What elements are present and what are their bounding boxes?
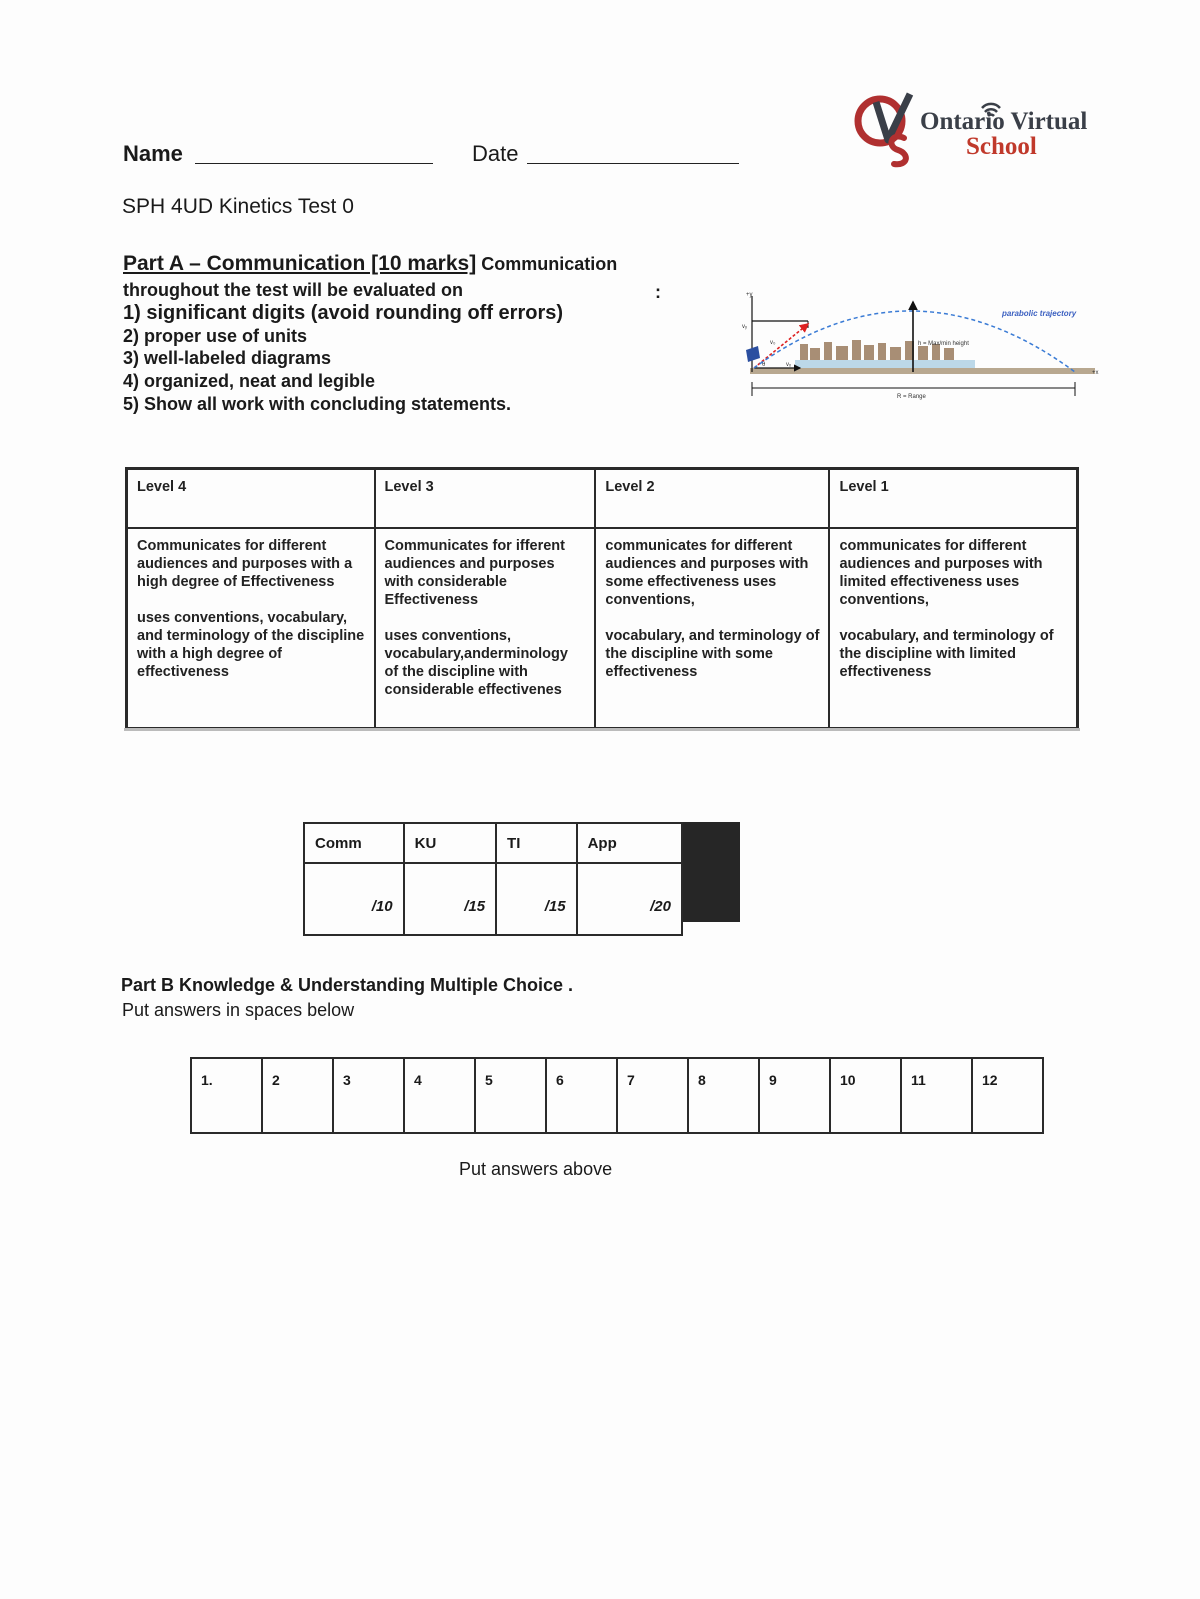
rubric-text: vocabulary, and terminology of the discipline with some effectiveness — [605, 628, 820, 680]
rubric-text: communicates for different audiences and purposes with some effectiveness uses conventions, — [605, 538, 809, 608]
marks-summary — [303, 822, 740, 924]
answer-box-6[interactable]: 6 — [546, 1058, 617, 1133]
criteria-item: 5) Show all work with concluding statements. — [123, 393, 512, 414]
part-a-title: Part A – Communication [10 marks] — [123, 252, 477, 275]
criteria-item: 2) proper use of units — [123, 325, 308, 346]
theta-label: θ — [762, 362, 766, 368]
launcher — [746, 346, 760, 362]
rubric-text: vocabulary, and terminology of the discipline with limited effectiveness — [839, 628, 1054, 680]
answer-box-3[interactable]: 3 — [333, 1058, 404, 1133]
rubric-table — [125, 467, 1079, 730]
rubric-level-3: Level 3 — [375, 469, 596, 529]
marks-header-comm: Comm — [304, 823, 404, 863]
marks-header-ti: TI — [496, 823, 577, 863]
logo-text-ontario-virtual: Ontario Virtual — [920, 108, 1088, 135]
criteria-item: 4) organized, neat and legible — [123, 371, 376, 392]
v0-label: v₀ — [770, 340, 776, 346]
part-a-line2: throughout the test will be evaluated on — [123, 280, 464, 300]
criteria-item: 1) significant digits (avoid rounding off errors) — [123, 301, 564, 324]
water-band — [795, 360, 975, 368]
answer-box-4[interactable]: 4 — [404, 1058, 475, 1133]
part-a-colon: : — [655, 282, 661, 302]
part-a-heading-rest: Communication — [476, 254, 618, 274]
answer-box-8[interactable]: 8 — [688, 1058, 759, 1133]
marks-value-app[interactable]: /20 — [577, 863, 682, 935]
rubric-text: Communicates for ifferent audiences and purposes with considerable Effectiveness — [384, 538, 565, 608]
rubric-level-4: Level 4 — [127, 469, 375, 529]
answer-box-2[interactable]: 2 — [262, 1058, 333, 1133]
marks-value-row — [304, 863, 682, 935]
marks-value-ku[interactable]: /15 — [404, 863, 496, 935]
marks-total-box — [683, 822, 740, 922]
rubric-cell-level-2 — [595, 528, 829, 729]
rubric-body-row — [127, 528, 1078, 729]
vx-label: vₓ — [786, 362, 791, 368]
part-a-heading — [123, 252, 617, 276]
date-label: Date — [472, 141, 519, 166]
rubric-cell-level-1 — [829, 528, 1077, 729]
answers-footer: Put answers above — [459, 1159, 613, 1179]
course-title: SPH 4UD Kinetics Test 0 — [122, 195, 354, 218]
range-label: R = Range — [897, 394, 926, 400]
projectile-diagram — [740, 288, 1105, 403]
part-b-instruction: Put answers in spaces below — [122, 1000, 355, 1020]
answer-box-5[interactable]: 5 — [475, 1058, 546, 1133]
rubric-text: Communicates for different audiences and purposes with a high degree of Effectiveness — [137, 538, 353, 590]
part-b-heading: Part B Knowledge & Understanding Multiple Choice . — [121, 975, 574, 995]
rubric-text: uses conventions, vocabulary,anderminology of the discipline with considerable effectivenes — [384, 628, 568, 698]
rubric-level-1: Level 1 — [829, 469, 1077, 529]
answer-row — [191, 1058, 1043, 1133]
rubric-cell-level-3 — [375, 528, 596, 729]
marks-table — [303, 822, 683, 936]
marks-value-ti[interactable]: /15 — [496, 863, 577, 935]
answer-box-10[interactable]: 10 — [830, 1058, 901, 1133]
answer-box-7[interactable]: 7 — [617, 1058, 688, 1133]
max-height-label: h = Max/min height — [918, 341, 969, 347]
rubric-level-2: Level 2 — [595, 469, 829, 529]
part-a-criteria — [123, 280, 563, 416]
answer-box-1[interactable]: 1. — [191, 1058, 262, 1133]
marks-header-app: App — [577, 823, 682, 863]
vy-label: vᵧ — [742, 324, 747, 330]
rubric-text: communicates for different audiences and purposes with limited effectiveness uses conventions, — [839, 538, 1043, 608]
logo-text-school: School — [966, 133, 1037, 160]
y-axis-label: +y — [746, 292, 753, 298]
answer-box-12[interactable]: 12 — [972, 1058, 1043, 1133]
date-field-line[interactable] — [527, 163, 739, 164]
marks-header-row — [304, 823, 682, 863]
name-field-line[interactable] — [195, 163, 433, 164]
rubric-header-row — [127, 469, 1078, 529]
answer-box-11[interactable]: 11 — [901, 1058, 972, 1133]
marks-value-comm[interactable]: /10 — [304, 863, 404, 935]
rubric-cell-level-4 — [127, 528, 375, 729]
trajectory-label: parabolic trajectory — [1002, 309, 1077, 318]
rubric-text: uses conventions, vocabulary, and terminology of the discipline with a high degree of effectiveness — [137, 610, 365, 680]
x-axis-label: +x — [1092, 370, 1099, 376]
answer-grid — [190, 1057, 1044, 1134]
answer-box-9[interactable]: 9 — [759, 1058, 830, 1133]
rubric-shadow — [124, 728, 1080, 731]
name-label: Name — [123, 141, 183, 166]
criteria-item: 3) well-labeled diagrams — [123, 348, 332, 369]
ground-band — [750, 368, 1095, 374]
marks-header-ku: KU — [404, 823, 496, 863]
